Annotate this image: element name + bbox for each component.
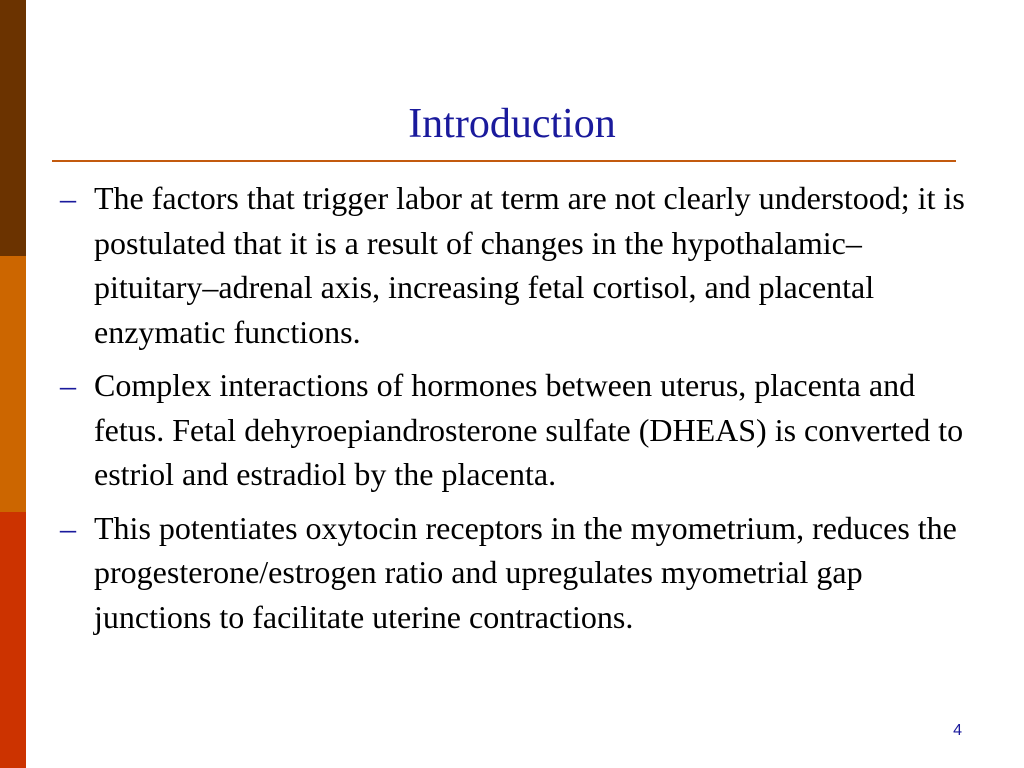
bullet-item: [60, 363, 970, 497]
bullet-text: Complex interactions of hormones between uterus, placenta and fetus. Fetal dehyroepiandrosterone sulfate (DHEAS) is converted to estriol and estradiol by the placenta.: [94, 367, 964, 492]
dash-bullet-icon: –: [60, 509, 76, 546]
bullet-list: [60, 176, 970, 648]
bullet-item: [60, 176, 970, 354]
sidebar-segment-bottom: [0, 512, 26, 768]
page-number: 4: [953, 722, 962, 739]
dash-bullet-icon: –: [60, 367, 76, 403]
sidebar-segment-middle: [0, 256, 26, 512]
bullet-text: This potentiates oxytocin receptors in the myometrium, reduces the progesterone/estrogen ratio and upregulates myometrial gap junctions to facilitate uterine contractions.: [94, 509, 957, 635]
dash-bullet-icon: –: [60, 180, 76, 216]
title-divider: [52, 160, 956, 162]
slide-title: Introduction: [408, 101, 616, 147]
bullet-item: [60, 506, 970, 640]
bullet-text: The factors that trigger labor at term are not clearly understood; it is postulated that it is a result of changes in the hypothalamic–pituitary–adrenal axis, increasing fetal cortisol, and placental enzymatic functions.: [94, 180, 965, 350]
